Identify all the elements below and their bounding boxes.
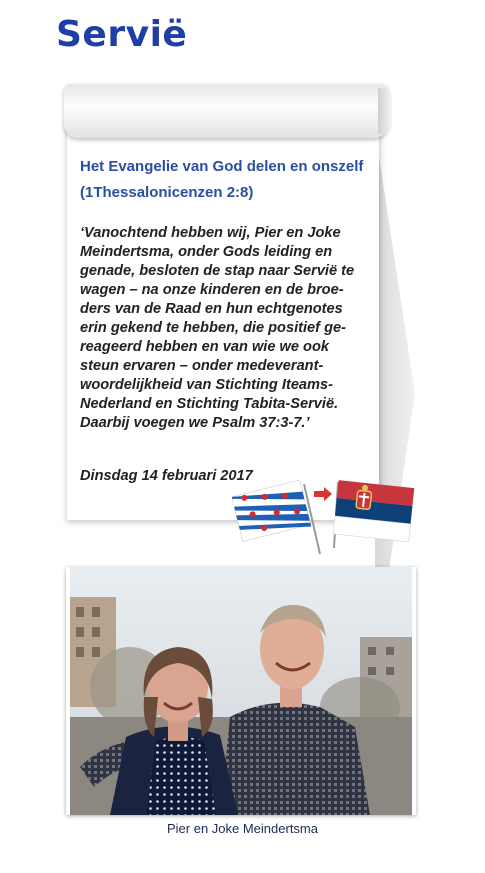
quote-line: genade, besloten de stap naar Servië te (80, 263, 355, 279)
photo-frame (66, 567, 416, 815)
serbian-flag-icon (333, 480, 414, 548)
flags-illustration (232, 478, 422, 556)
frisian-flag-icon (232, 480, 320, 554)
quote-line: woordelijkheid van Stichting Iteams- (80, 377, 334, 393)
page-title: Servië (56, 14, 188, 55)
quote-line: Nederland en Stichting Tabita-Servië. (80, 396, 339, 412)
quote-line: Meindertsma, onder Gods leiding en (80, 244, 333, 260)
photo-caption: Pier en Joke Meindertsma (166, 821, 318, 836)
quote-line: Daarbij voegen we Psalm 37:3-7.’ (80, 415, 310, 431)
paper-scroll-curl-end (378, 88, 392, 134)
paper-scroll-curl (64, 84, 388, 138)
quote-line: wagen – na onze kinderen en de broe- (80, 282, 344, 298)
note-date: Dinsdag 14 februari 2017 (80, 468, 253, 484)
couple-photo (70, 567, 412, 815)
quote-line: reageerd hebben en van wie we ook (80, 339, 329, 355)
note-quote (80, 224, 362, 433)
quote-line: ders van de Raad en hun echtgenotes (80, 301, 343, 317)
quote-line: steun ervaren – onder medeverant- (80, 358, 324, 374)
quote-line: erin gekend te hebben, die positief ge- (80, 320, 346, 336)
note-heading: Het Evangelie van God delen en onszelf (80, 158, 364, 175)
arrow-right-icon (314, 487, 332, 501)
quote-line: ‘Vanochtend hebben wij, Pier en Joke (80, 225, 341, 241)
note-scripture-reference: (1Thessalonicenzen 2:8) (80, 184, 254, 201)
